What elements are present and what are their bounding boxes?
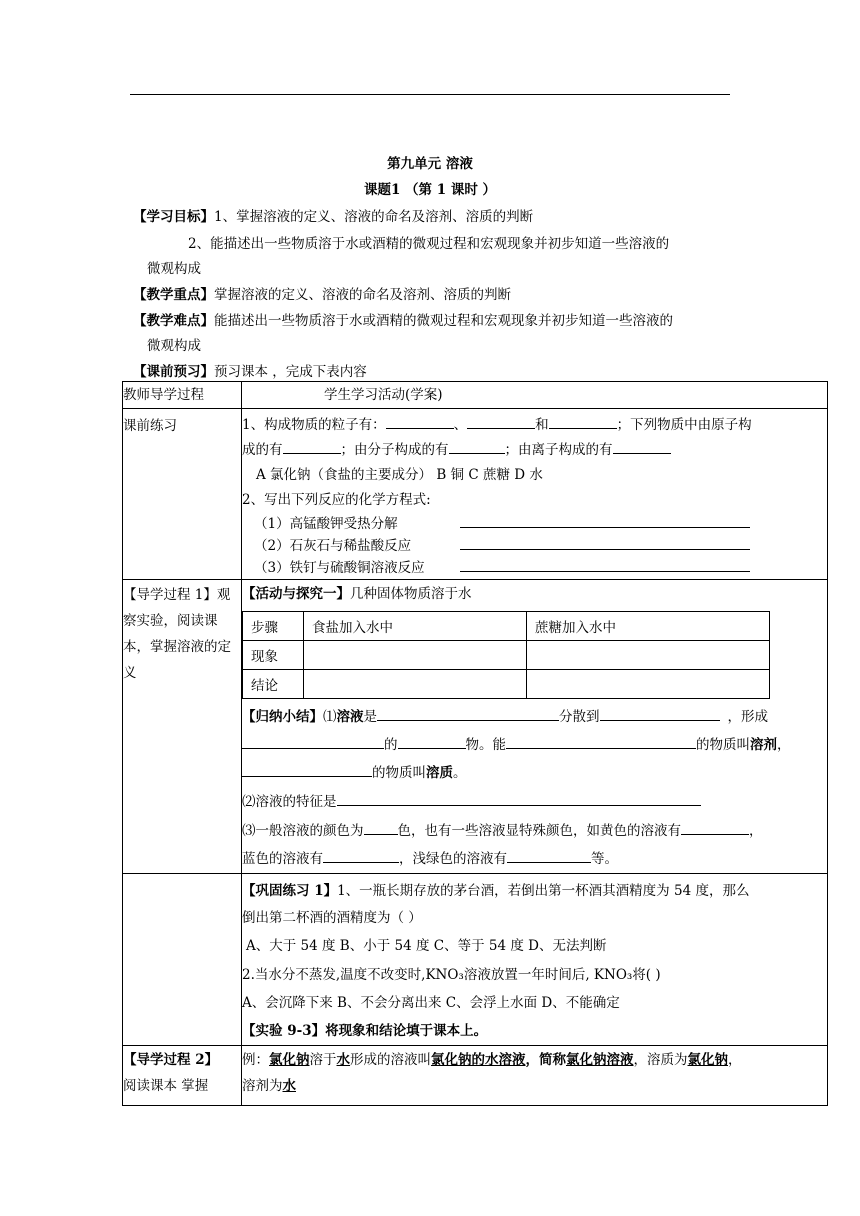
summary-text: 的	[384, 737, 398, 753]
difficulty-line	[133, 309, 673, 329]
lesson-title: 课题1 （第 1 课时 ）	[363, 182, 497, 198]
q1-text-d: ；由分子构成的有	[340, 442, 449, 458]
guide-2-text: 阅读课本 掌握	[123, 1078, 209, 1094]
row-guide-2-content	[242, 1046, 828, 1106]
answer-blank[interactable]	[600, 708, 720, 721]
equation-line[interactable]	[460, 536, 750, 550]
practice-q2-options: A、会沉降下来 B、不会分离出来 C、会浮上水面 D、不能确定	[242, 995, 620, 1011]
difficulty-cont: 微观构成	[147, 338, 201, 354]
summary-text: 。	[453, 765, 467, 781]
inner-row-phenomenon: 现象	[243, 641, 304, 670]
answer-cell[interactable]	[527, 641, 770, 670]
answer-cell[interactable]	[304, 641, 527, 670]
answer-blank[interactable]	[681, 822, 749, 835]
summary-line-2	[242, 731, 827, 759]
term-solute: 溶质	[426, 765, 453, 781]
difficulty-text: 能描述出一些物质溶于水或酒精的微观过程和宏观现象并初步知道一些溶液的	[214, 313, 673, 329]
color-text: ，浅绿色的溶液有	[399, 851, 507, 867]
reaction-1	[242, 513, 827, 535]
inner-header-salt: 食盐加入水中	[304, 612, 527, 641]
answer-blank[interactable]	[377, 708, 559, 721]
header-right: 学生学习活动(学案)	[242, 382, 828, 409]
color-text: ，	[749, 823, 763, 839]
color-text: 蓝色的溶液有	[242, 851, 323, 867]
example-text: 例：	[242, 1052, 269, 1068]
activity-text: 几种固体物质溶于水	[350, 586, 472, 602]
row-practice-content	[242, 874, 828, 1046]
example-term: 水	[336, 1052, 350, 1068]
inner-row-conclusion: 结论	[243, 670, 304, 699]
color-text: 等。	[591, 851, 618, 867]
activity-line	[242, 582, 827, 607]
reaction-3-label: （3）铁钉与硫酸铜溶液反应	[254, 560, 425, 576]
example-text: ，	[728, 1052, 742, 1068]
experiment-table	[242, 611, 770, 699]
answer-blank[interactable]	[467, 416, 535, 429]
row-pre-class-content	[242, 409, 828, 580]
preview-label: 【课前预习】	[133, 364, 214, 380]
preview-text: 预习课本 ，完成下表内容	[214, 364, 367, 380]
answer-blank[interactable]	[364, 822, 398, 835]
answer-blank[interactable]	[337, 793, 701, 806]
example-text: 溶剂为	[242, 1078, 283, 1094]
practice-q2: 2.当水分不蒸发,温度不改变时,KNO₃溶液放置一年时间后, KNO₃将( )	[242, 967, 661, 983]
example-text: 形成的溶液叫	[350, 1052, 431, 1068]
goal-2-cont: 微观构成	[147, 261, 201, 277]
q1-text-c: 成的有	[242, 442, 283, 458]
term-solution: 溶液	[336, 709, 364, 725]
reaction-1-label: （1）高锰酸钾受热分解	[254, 516, 398, 532]
answer-blank[interactable]	[283, 441, 341, 454]
header-left: 教师导学过程	[123, 382, 242, 409]
color-text: 色，也有一些溶液显特殊颜色，如黄色的溶液有	[397, 823, 681, 839]
answer-blank[interactable]	[507, 850, 591, 863]
term-solvent: 溶剂	[750, 737, 777, 753]
example-term: 水	[282, 1078, 296, 1094]
example-text: 溶于	[309, 1052, 337, 1068]
practice-q1-options: A、大于 54 度 B、小于 54 度 C、等于 54 度 D、无法判断	[246, 938, 607, 954]
activity-label: 【活动与探究一】	[242, 586, 350, 602]
unit-title: 第九单元 溶液	[387, 156, 473, 172]
answer-blank[interactable]	[506, 736, 696, 749]
difficulty-label: 【教学难点】	[133, 313, 214, 329]
reaction-3	[242, 557, 827, 579]
q1-text-e: ；由离子构成的有	[504, 442, 613, 458]
goal-label: 【学习目标】	[133, 209, 214, 225]
practice-q1-text: 1、一瓶长期存放的茅台酒，若倒出第一杯酒其酒精度为 54 度，那么	[337, 883, 750, 899]
summary-feature-line	[242, 787, 827, 817]
summary-line-3	[242, 759, 827, 787]
answer-blank[interactable]	[242, 764, 372, 777]
example-line-1	[242, 1047, 827, 1073]
row-pre-class-label: 课前练习	[123, 409, 242, 580]
row-practice-label	[123, 874, 242, 1046]
reaction-2	[242, 535, 827, 557]
color-text: ⑶一般溶液的颜色为	[242, 823, 364, 839]
practice-label: 【巩固练习 1】	[242, 883, 338, 899]
example-term: 氯化钠的水溶液	[431, 1052, 526, 1068]
example-text: ，溶质为	[633, 1052, 688, 1068]
summary-text: 是	[363, 709, 377, 725]
q2-text: 2、写出下列反应的化学方程式:	[242, 492, 431, 508]
inner-header-sugar: 蔗糖加入水中	[527, 612, 770, 641]
answer-cell[interactable]	[527, 670, 770, 699]
example-term: 氯化钠	[269, 1052, 310, 1068]
answer-blank[interactable]	[398, 736, 466, 749]
summary-text: 的物质叫	[696, 737, 750, 753]
q1-text-a: 1、构成物质的粒子有：	[242, 417, 386, 433]
learning-goal-line	[133, 205, 533, 225]
row-guide-1-label: 【导学过程 1】观察实验，阅读课本，掌握溶液的定义	[123, 580, 242, 874]
q1-options: A 氯化钠（食盐的主要成分） B 铜 C 蔗糖 D 水	[256, 467, 543, 483]
q1-and: 和	[535, 417, 549, 433]
preview-line	[133, 360, 367, 380]
answer-blank[interactable]	[449, 441, 505, 454]
focus-line	[133, 283, 511, 303]
goal-2: 2、能描述出一些物质溶于水或酒精的微观过程和宏观现象并初步知道一些溶液的	[188, 236, 670, 252]
example-term: 氯化钠	[687, 1052, 728, 1068]
summary-label: 【归纳小结】	[242, 709, 323, 725]
feature-text: ⑵溶液的特征是	[242, 794, 337, 810]
summary-num: ⑴	[323, 709, 337, 725]
study-table	[122, 381, 828, 1106]
answer-blank[interactable]	[242, 736, 384, 749]
focus-label: 【教学重点】	[133, 287, 214, 303]
summary-text: 的物质叫	[372, 765, 426, 781]
example-text: ，简称	[525, 1052, 566, 1068]
summary-text: 物。能	[465, 737, 506, 753]
answer-blank[interactable]	[323, 850, 399, 863]
goal-1: 1、掌握溶液的定义、溶液的命名及溶剂、溶质的判断	[214, 209, 534, 225]
q1-line-2	[242, 438, 827, 463]
summary-line-1	[242, 703, 827, 731]
q1-sep: 、	[453, 417, 468, 433]
q1-text-b: ；下列物质中由原子构	[616, 417, 752, 433]
practice-q1-cont: 倒出第二杯酒的酒精度为（ ）	[242, 910, 422, 926]
reaction-2-label: （2）石灰石与稀盐酸反应	[254, 538, 412, 554]
focus-text: 掌握溶液的定义、溶液的命名及溶剂、溶质的判断	[214, 287, 511, 303]
summary-color-line-2	[242, 845, 827, 873]
inner-header-step: 步骤	[243, 612, 304, 641]
practice-q1	[242, 878, 827, 905]
summary-text: ，形成	[727, 709, 768, 725]
answer-blank[interactable]	[549, 416, 617, 429]
experiment-note: 【实验 9-3】将现象和结论填于课本上。	[242, 1023, 488, 1039]
summary-text: ，	[777, 737, 791, 753]
example-term: 氯化钠溶液	[566, 1052, 634, 1068]
answer-cell[interactable]	[304, 670, 527, 699]
header-rule	[130, 94, 730, 95]
answer-blank[interactable]	[386, 416, 454, 429]
summary-text: 分散到	[559, 709, 600, 725]
answer-blank[interactable]	[613, 441, 671, 454]
q1-line-1	[242, 413, 827, 438]
guide-2-title: 【导学过程 2】	[123, 1052, 219, 1068]
example-line-2	[242, 1073, 827, 1099]
row-guide-2-label	[123, 1046, 242, 1106]
equation-line[interactable]	[460, 558, 750, 572]
row-guide-1-content	[242, 580, 828, 874]
summary-color-line-1	[242, 817, 827, 845]
equation-line[interactable]	[460, 514, 750, 528]
